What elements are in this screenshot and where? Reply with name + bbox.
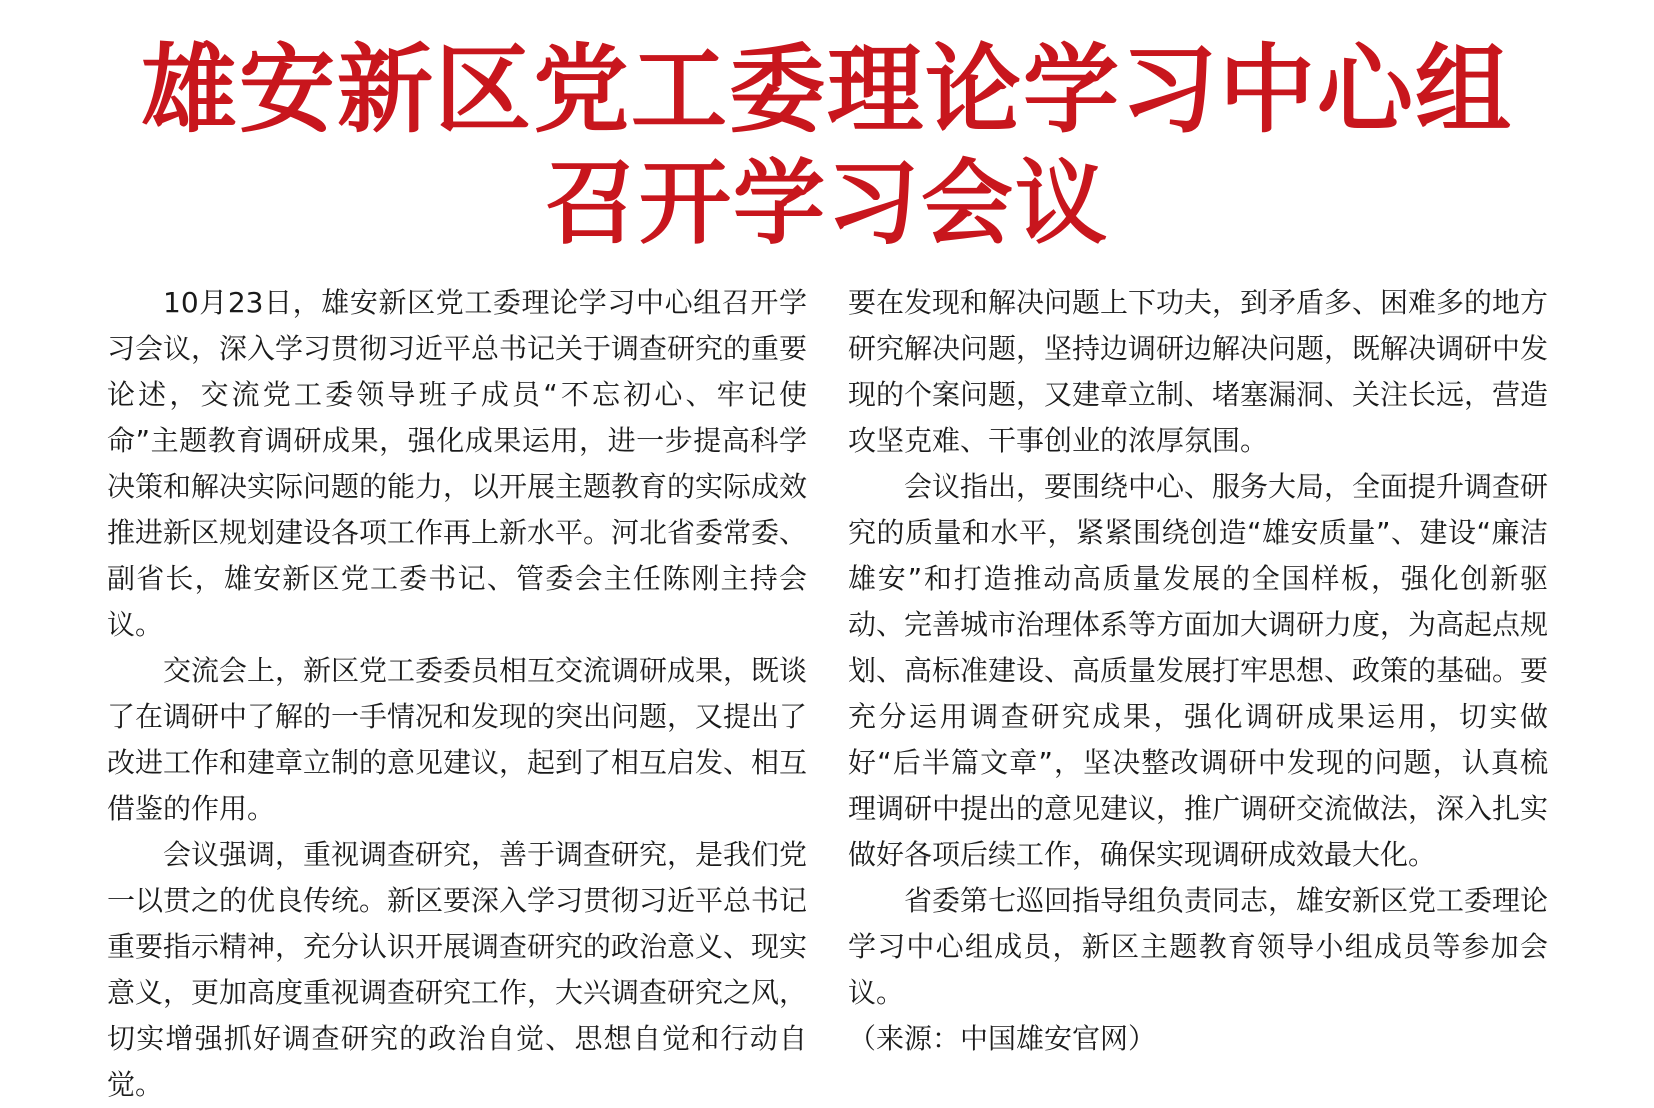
headline-line-1: 雄安新区党工委理论学习中心组 — [141, 33, 1513, 146]
headline-line-2: 召开学习会议 — [544, 149, 1109, 257]
paragraph-meeting-emphasis: 会议强调，重视调查研究，善于调查研究，是我们党一以贯之的优良传统。新区要深入学习贯彻习近平总书记重要指示精神，充分认识开展调查研究的政治意义、现实意义，更加高度重视调查研究工作，大兴调查研究之风，切实增强抓好调查研究的政治自觉、思想自觉和行动自觉。 — [107, 838, 808, 1101]
paragraph-meeting-points: 会议指出，要围绕中心、服务大局，全面提升调查研究的质量和水平，紧紧围绕创造“雄安质量”、建设“廉洁雄安”和打造推动高质量发展的全国样板，强化创新驱动、完善城市治理体系等方面加大调研力度，为高起点规划、高标准建设、高质量发展打牢思想、政策的基础。要充分运用调查研究成果，强化调研成果运用，切实做好“后半篇文章”，坚决整改调研中发现的问题，认真梳理调研中提出的意见建议，推广调研交流做法，深入扎实做好各项后续工作，确保实现调研成效最大化。 — [848, 470, 1549, 871]
article-column-left — [107, 280, 807, 1108]
article-column-right — [848, 280, 1548, 1062]
source-credit: （来源：中国雄安官网） — [848, 1022, 1157, 1055]
paragraph-meeting-intro: 10月23日，雄安新区党工委理论学习中心组召开学习会议，深入学习贯彻习近平总书记关于调查研究的重要论述，交流党工委领导班子成员“不忘初心、牢记使命”主题教育调研成果，强化成果运用，进一步提高科学决策和解决实际问题的能力，以开展主题教育的实际成效推进新区规划建设各项工作再上新水平。河北省委常委、副省长，雄安新区党工委书记、管委会主任陈刚主持会议。 — [107, 286, 808, 641]
paragraph-emphasis-continued: 要在发现和解决问题上下功夫，到矛盾多、困难多的地方研究解决问题，坚持边调研边解决问题，既解决调研中发现的个案问题，又建章立制、堵塞漏洞、关注长远，营造攻坚克难、干事创业的浓厚氛围。 — [848, 286, 1549, 457]
paragraph-attendees: 省委第七巡回指导组负责同志，雄安新区党工委理论学习中心组成员，新区主题教育领导小组成员等参加会议。 — [848, 884, 1549, 1009]
paragraph-exchange-session: 交流会上，新区党工委委员相互交流调研成果，既谈了在调研中了解的一手情况和发现的突出问题，又提出了改进工作和建章立制的意见建议，起到了相互启发、相互借鉴的作用。 — [107, 654, 808, 825]
